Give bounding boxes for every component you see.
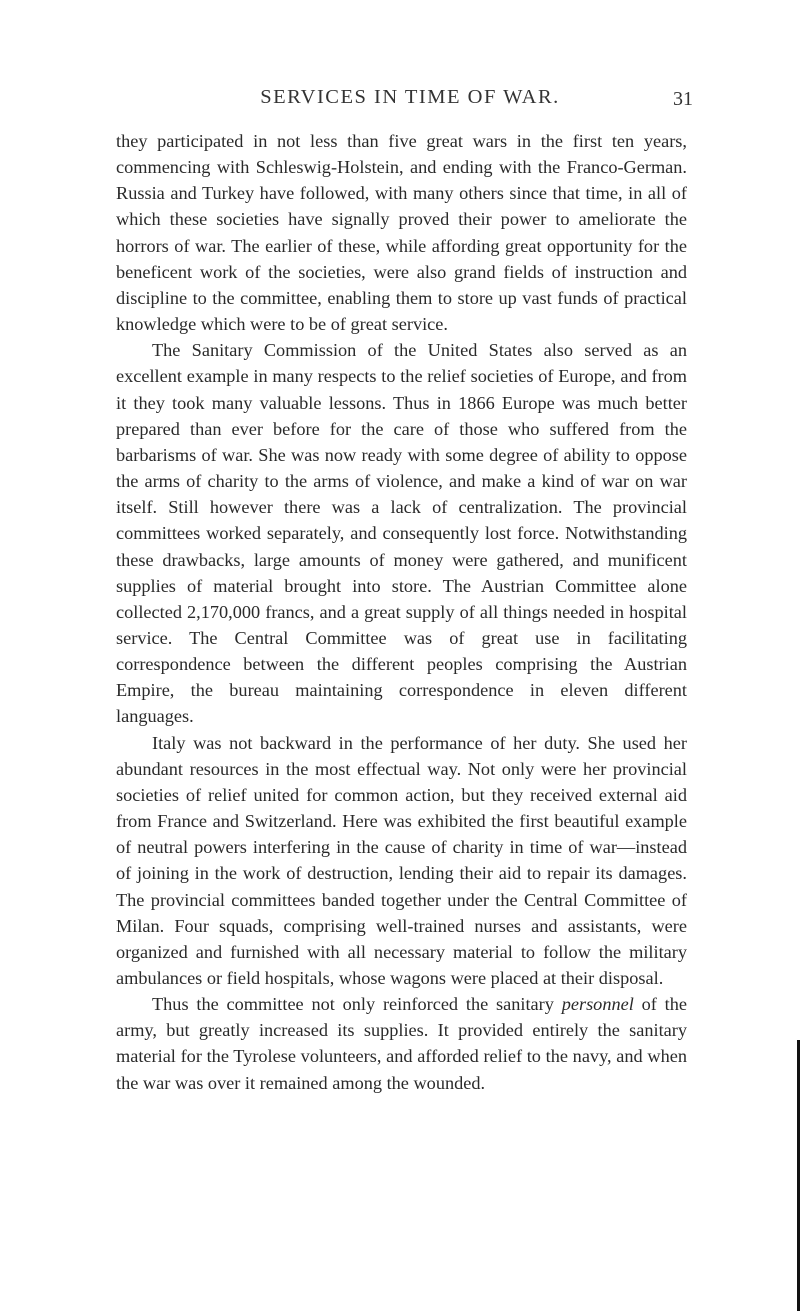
paragraph: Italy was not backward in the performance of her duty. She used her abundant resources in the most effectual way. Not only were her provincial societies of relief united for common action, but they received external aid from France and Switzerland. Here was exhibited the first beautiful example of neutral powers interfering in the cause of charity in time of war—instead of joining in the work of destruction, lending their aid to repair its damages. The provincial committees banded together under the Central Committee of Milan. Four squads, comprising well-trained nurses and assistants, were organized and furnished with all necessary material to follow the military ambulances or field hospitals, whose wagons were placed at their disposal. [116, 732, 687, 988]
paragraph: The Sanitary Commission of the United States also served as an excellent example in many respects to the relief societies of Europe, and from it they took many valuable lessons. Thus in 1866 Europe was much better prepared than ever before for the care of those who suffered from the barbarisms of war. She was now ready with some degree of ability to oppose the arms of charity to the arms of violence, and make a kind of war on war itself. Still however there was a lack of centralization. The provincial committees worked separately, and consequently lost force. Notwithstanding these drawbacks, large amounts of money were gathered, and munificent supplies of material brought into store. The Austrian Committee alone collected 2,170,000 francs, and a great supply of all things needed in hospital service. The Central Committee was of great use in facilitating correspondence between the different peoples comprising the Austrian Empire, the bureau maintaining correspondence in eleven different languages. [116, 340, 687, 727]
page-number: 31 [673, 88, 693, 110]
paragraph-text-end: of the army, but greatly increased its supplies. It provided entirely the sanitary material for the Tyrolese volunteers, and afforded relief to the navy, and when the war was over it remained among the wounded. [116, 994, 687, 1093]
body-text [116, 128, 687, 1096]
paragraph [116, 991, 687, 1096]
paragraph-text-start: Thus the committee not only reinforced the sanitary [152, 994, 562, 1015]
paragraph: they participated in not less than five great wars in the first ten years, commencing with Schleswig-Holstein, and ending with the Franco-German. Russia and Turkey have followed, with many others since that time, in all of which these societies have signally proved their power to ameliorate the horrors of war. The earlier of these, while affording great opportunity for the beneficent work of the societies, were also grand fields of instruction and discipline to the committee, enabling them to store up vast funds of practical knowledge which were to be of great service. [116, 131, 687, 335]
running-head: SERVICES IN TIME OF WAR. [260, 86, 560, 108]
italic-term: personnel [561, 994, 634, 1015]
